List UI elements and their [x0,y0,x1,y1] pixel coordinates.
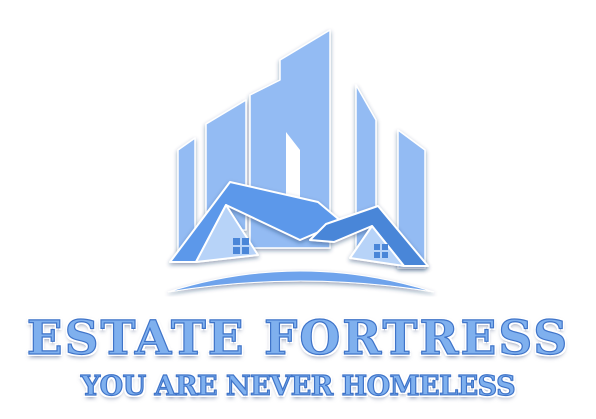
brand-tagline: YOU ARE NEVER HOMELESS [80,371,516,402]
ground-swoosh [168,271,434,292]
brand-name: ESTATE FORTRESS [26,311,570,366]
